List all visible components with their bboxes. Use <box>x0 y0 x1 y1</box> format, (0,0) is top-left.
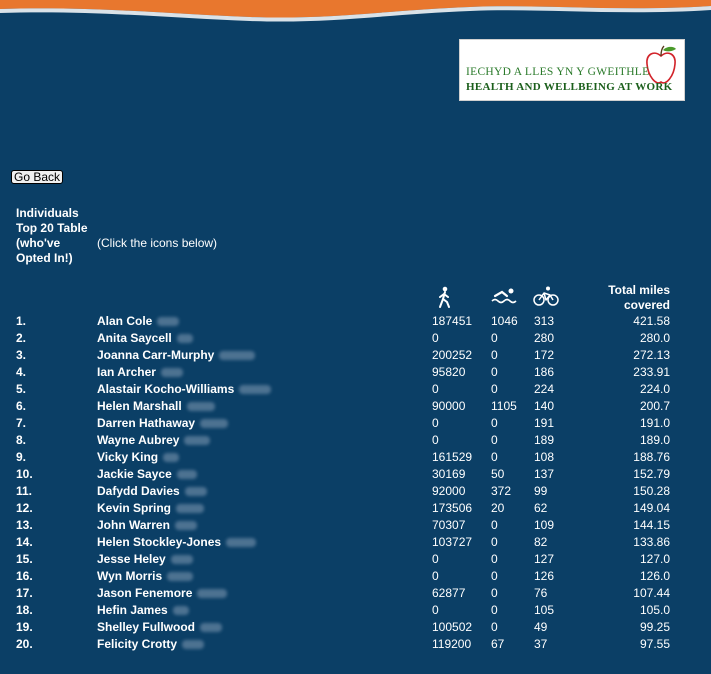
swim-cell: 0 <box>491 620 498 634</box>
walk-cell: 0 <box>432 603 439 617</box>
redacted-id <box>177 470 197 479</box>
walk-cell: 90000 <box>432 399 466 413</box>
table-row <box>0 313 711 330</box>
name-cell: Wyn Morris <box>97 568 193 585</box>
redacted-id <box>171 555 193 564</box>
redacted-id <box>239 385 271 394</box>
rank-cell: 9. <box>16 450 27 464</box>
table-row <box>0 568 711 585</box>
rank-cell: 10. <box>16 467 33 481</box>
cycle-cell: 313 <box>534 314 555 328</box>
name-cell: Felicity Crotty <box>97 636 204 653</box>
swim-cell: 0 <box>491 416 498 430</box>
swim-cell: 0 <box>491 518 498 532</box>
name-cell: Vicky King <box>97 449 179 466</box>
table-row <box>0 347 711 364</box>
table-row <box>0 585 711 602</box>
cycle-cell: 189 <box>534 433 555 447</box>
cycle-cell: 127 <box>534 552 555 566</box>
name-cell: Helen Marshall <box>97 398 215 415</box>
rank-cell: 6. <box>16 399 27 413</box>
cycle-cell: 82 <box>534 535 548 549</box>
total-miles-cell: 105.0 <box>639 603 670 617</box>
total-miles-cell: 107.44 <box>633 586 670 600</box>
name-cell: Jason Fenemore <box>97 585 227 602</box>
table-row <box>0 517 711 534</box>
walk-cell: 95820 <box>432 365 466 379</box>
redacted-id <box>167 572 193 581</box>
table-row <box>0 432 711 449</box>
total-miles-cell: 280.0 <box>639 331 670 345</box>
name-cell: John Warren <box>97 517 197 534</box>
swim-cell: 0 <box>491 433 498 447</box>
swim-cell: 0 <box>491 586 498 600</box>
cycle-cell: 126 <box>534 569 555 583</box>
rank-cell: 19. <box>16 620 33 634</box>
swim-cell: 1046 <box>491 314 518 328</box>
cycle-cell: 137 <box>534 467 555 481</box>
total-miles-cell: 99.25 <box>639 620 670 634</box>
table-row <box>0 636 711 653</box>
name-cell: Jesse Heley <box>97 551 193 568</box>
redacted-id <box>185 487 207 496</box>
walk-cell: 62877 <box>432 586 466 600</box>
name-cell: Anita Saycell <box>97 330 193 347</box>
cycle-cell: 224 <box>534 382 555 396</box>
rank-cell: 16. <box>16 569 33 583</box>
header-wave-decoration <box>0 0 711 40</box>
walk-cell: 0 <box>432 569 439 583</box>
swim-cell: 50 <box>491 467 505 481</box>
rank-cell: 1. <box>16 314 27 328</box>
cycle-cell: 109 <box>534 518 555 532</box>
swim-cell: 67 <box>491 637 505 651</box>
redacted-id <box>187 402 215 411</box>
swim-cell: 0 <box>491 331 498 345</box>
name-cell: Joanna Carr-Murphy <box>97 347 255 364</box>
table-row <box>0 398 711 415</box>
rank-cell: 14. <box>16 535 33 549</box>
walk-cell: 119200 <box>432 637 472 651</box>
name-cell: Hefin James <box>97 602 189 619</box>
swim-cell: 1105 <box>491 399 517 413</box>
go-back-button[interactable]: Go Back <box>11 170 63 184</box>
redacted-id <box>163 453 179 462</box>
walk-cell: 173506 <box>432 501 473 515</box>
cycle-cell: 140 <box>534 399 555 413</box>
table-row <box>0 364 711 381</box>
redacted-id <box>200 623 222 632</box>
name-cell: Alastair Kocho-Williams <box>97 381 271 398</box>
total-miles-cell: 149.04 <box>633 501 670 515</box>
walk-cell: 0 <box>432 382 439 396</box>
redacted-id <box>226 538 256 547</box>
total-miles-cell: 224.0 <box>639 382 670 396</box>
walk-cell: 70307 <box>432 518 466 532</box>
total-miles-cell: 188.76 <box>633 450 670 464</box>
cycle-cell: 191 <box>534 416 555 430</box>
table-row <box>0 483 711 500</box>
redacted-id <box>161 368 183 377</box>
rank-cell: 17. <box>16 586 33 600</box>
swim-cell: 0 <box>491 603 498 617</box>
walk-cell: 0 <box>432 331 439 345</box>
rank-cell: 15. <box>16 552 33 566</box>
rank-cell: 4. <box>16 365 27 379</box>
table-heading: Individuals Top 20 Table (who've Opted In!) <box>16 206 88 265</box>
cycle-cell: 49 <box>534 620 548 634</box>
table-row <box>0 500 711 517</box>
swim-cell: 0 <box>491 552 498 566</box>
table-row <box>0 449 711 466</box>
name-cell: Dafydd Davies <box>97 483 207 500</box>
table-row <box>0 381 711 398</box>
total-miles-cell: 189.0 <box>639 433 670 447</box>
total-miles-cell: 272.13 <box>633 348 670 362</box>
cycle-cell: 62 <box>534 501 548 515</box>
name-cell: Alan Cole <box>97 313 179 330</box>
total-miles-cell: 126.0 <box>639 569 670 583</box>
cycle-cell: 172 <box>534 348 555 362</box>
total-miles-cell: 152.79 <box>633 467 670 481</box>
table-row <box>0 330 711 347</box>
redacted-id <box>219 351 255 360</box>
rank-cell: 7. <box>16 416 27 430</box>
redacted-id <box>182 640 204 649</box>
rank-cell: 11. <box>16 484 33 498</box>
swim-cell: 0 <box>491 348 498 362</box>
name-cell: Jackie Sayce <box>97 466 197 483</box>
total-miles-cell: 421.58 <box>633 314 670 328</box>
rank-cell: 8. <box>16 433 27 447</box>
swim-cell: 0 <box>491 450 498 464</box>
rank-cell: 13. <box>16 518 33 532</box>
walk-cell: 161529 <box>432 450 473 464</box>
name-cell: Darren Hathaway <box>97 415 228 432</box>
redacted-id <box>176 504 204 513</box>
total-miles-cell: 191.0 <box>639 416 670 430</box>
rank-cell: 2. <box>16 331 27 345</box>
cycle-cell: 108 <box>534 450 555 464</box>
rank-cell: 5. <box>16 382 27 396</box>
walk-cell: 103727 <box>432 535 473 549</box>
redacted-id <box>184 436 210 445</box>
redacted-id <box>157 317 179 326</box>
redacted-id <box>197 589 227 598</box>
swim-cell: 20 <box>491 501 505 515</box>
logo-text-welsh: IECHYD A LLES YN Y GWEITHLE <box>466 66 650 78</box>
swimming-icon[interactable] <box>491 286 517 306</box>
cycle-cell: 105 <box>534 603 555 617</box>
total-miles-cell: 150.28 <box>633 484 670 498</box>
table-row <box>0 466 711 483</box>
cycle-cell: 76 <box>534 586 548 600</box>
redacted-id <box>177 334 193 343</box>
redacted-id <box>173 606 189 615</box>
table-row <box>0 619 711 636</box>
total-miles-cell: 233.91 <box>633 365 670 379</box>
rank-cell: 12. <box>16 501 33 515</box>
rank-cell: 20. <box>16 637 33 651</box>
click-icons-hint: (Click the icons below) <box>97 236 218 250</box>
name-cell: Wayne Aubrey <box>97 432 210 449</box>
cycle-cell: 280 <box>534 331 555 345</box>
walk-cell: 0 <box>432 416 439 430</box>
walk-cell: 187451 <box>432 314 473 328</box>
walking-icon[interactable] <box>436 286 454 308</box>
total-miles-cell: 97.55 <box>639 637 670 651</box>
swim-cell: 0 <box>491 365 498 379</box>
logo-text-english: HEALTH AND WELLBEING AT WORK <box>466 81 673 93</box>
walk-cell: 92000 <box>432 484 466 498</box>
swim-cell: 372 <box>491 484 512 498</box>
table-row <box>0 534 711 551</box>
swim-cell: 0 <box>491 382 498 396</box>
total-miles-cell: 200.7 <box>639 399 670 413</box>
cycle-cell: 99 <box>534 484 548 498</box>
rank-cell: 3. <box>16 348 27 362</box>
redacted-id <box>175 521 197 530</box>
total-miles-cell: 133.86 <box>633 535 670 549</box>
swim-cell: 0 <box>491 569 498 583</box>
name-cell: Ian Archer <box>97 364 183 381</box>
table-row <box>0 415 711 432</box>
redacted-id <box>200 419 228 428</box>
swim-cell: 0 <box>491 535 498 549</box>
walk-cell: 0 <box>432 552 439 566</box>
name-cell: Helen Stockley-Jones <box>97 534 256 551</box>
total-miles-cell: 127.0 <box>639 552 670 566</box>
cycling-icon[interactable] <box>533 286 559 306</box>
total-miles-header: Total miles covered <box>608 283 670 312</box>
total-miles-cell: 144.15 <box>633 518 670 532</box>
cycle-cell: 186 <box>534 365 555 379</box>
table-row <box>0 602 711 619</box>
health-wellbeing-logo <box>459 39 685 101</box>
name-cell: Kevin Spring <box>97 500 204 517</box>
table-row <box>0 551 711 568</box>
rank-cell: 18. <box>16 603 33 617</box>
walk-cell: 100502 <box>432 620 473 634</box>
walk-cell: 30169 <box>432 467 466 481</box>
walk-cell: 200252 <box>432 348 473 362</box>
cycle-cell: 37 <box>534 637 548 651</box>
walk-cell: 0 <box>432 433 439 447</box>
name-cell: Shelley Fullwood <box>97 619 222 636</box>
